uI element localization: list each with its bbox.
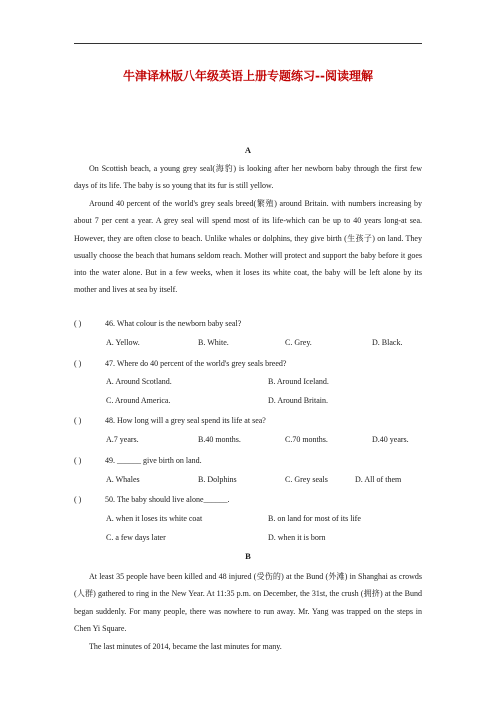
- section-a-paragraph-2: Around 40 percent of the world's grey seals breed(繁殖) around Britain. with numbers increasing by about 7 per cent a year. A grey seal will spend most of its life-which can be up to 40 years long-at sea. However, they are often close to beach. Unlike whales or dolphins, they give birth (生孩子) on land. They usually choose the beach that humans seldom reach. Mother will protect and support the baby before it goes into the water alone. But in a few weeks, when it loses its white coat, the baby will be left alone by its mother and lives at sea by itself.: [74, 199, 422, 295]
- question-text: 48. How long will a grey seal spend its life at sea?: [105, 416, 266, 425]
- question-text: 47. Where do 40 percent of the world's grey seals breed?: [105, 359, 287, 368]
- answer-blank[interactable]: ( ): [74, 319, 82, 328]
- answer-blank[interactable]: ( ): [74, 416, 82, 425]
- question-48: [74, 415, 422, 427]
- question-text: 46. What colour is the newborn baby seal?: [105, 319, 242, 328]
- section-b-paragraph-1: At least 35 people have been killed and 48 injured (受伤的) at the Bund (外滩) in Shanghai as crowds (人群) gathered to ring in the New Year. At 11:35 p.m. on December, the 31st, the crush (拥挤) at the Bund began suddenly. For many people, there was nowhere to run away. Mr. Yang was trapped on the steps in Chen Yi Square.: [74, 572, 422, 633]
- question-47: [74, 358, 422, 370]
- option-c: C.70 months.: [285, 435, 328, 444]
- question-text: 49. ______ give birth on land.: [105, 456, 202, 465]
- option-c: C. Grey.: [285, 338, 312, 347]
- header-rule: [74, 43, 422, 44]
- section-a-paragraph-1: On Scottish beach, a young grey seal(海豹) is looking after her newborn baby through the first few days of its life. The baby is so young that its fur is still yellow.: [74, 164, 422, 191]
- option-b: B.40 months.: [198, 435, 241, 444]
- option-c: C. Grey seals: [285, 475, 328, 484]
- option-a: A. Whales: [106, 475, 140, 484]
- option-c: C. Around America.: [106, 396, 171, 405]
- option-d: D. All of them: [355, 475, 402, 484]
- option-a: A. Yellow.: [106, 338, 140, 347]
- question-text: 50. The baby should live alone______.: [105, 495, 230, 504]
- answer-blank[interactable]: ( ): [74, 456, 82, 465]
- option-a: A. Around Scotland.: [106, 377, 172, 386]
- option-b: B. on land for most of its life: [268, 514, 361, 523]
- option-b: B. Dolphins: [198, 475, 237, 484]
- document-title: 牛津译林版八年级英语上册专题练习--阅读理解: [123, 69, 373, 83]
- option-b: B. Around Iceland.: [268, 377, 329, 386]
- option-c: C. a few days later: [106, 533, 166, 542]
- option-a: A. when it loses its white coat: [106, 514, 203, 523]
- question-50: [74, 494, 422, 506]
- option-d: D. Around Britain.: [268, 396, 328, 405]
- section-b-heading: B: [245, 551, 251, 561]
- question-46: [74, 318, 422, 330]
- option-d: D. Black.: [372, 338, 403, 347]
- option-b: B. White.: [198, 338, 229, 347]
- option-d: D.40 years.: [372, 435, 409, 444]
- section-a-heading: A: [244, 145, 252, 155]
- option-d: D. when it is born: [268, 533, 326, 542]
- answer-blank[interactable]: ( ): [74, 495, 82, 504]
- question-49: [74, 455, 422, 467]
- answer-blank[interactable]: ( ): [74, 359, 82, 368]
- option-a: A.7 years.: [106, 435, 139, 444]
- section-b-paragraph-2: The last minutes of 2014, became the last minutes for many.: [89, 642, 282, 651]
